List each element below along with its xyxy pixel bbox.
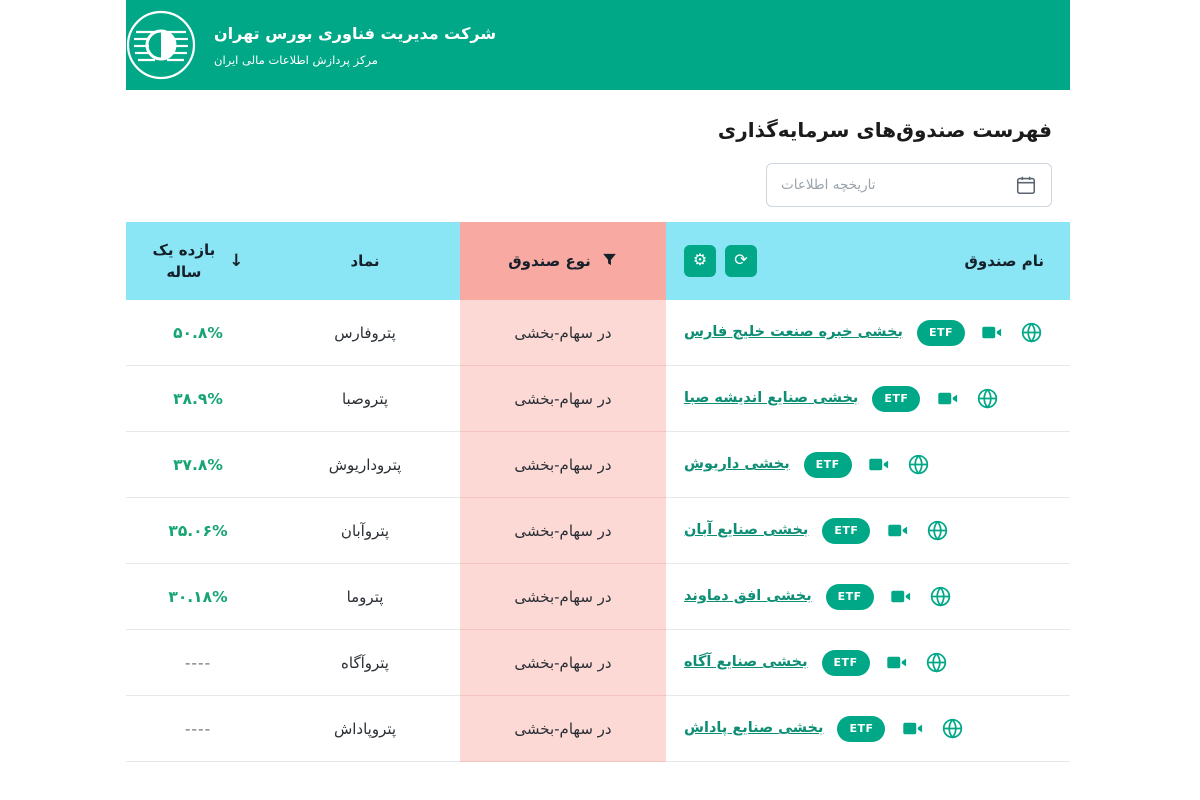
globe-icon[interactable] <box>924 518 950 544</box>
cell-fund-name <box>666 696 1070 762</box>
globe-icon[interactable] <box>928 584 954 610</box>
video-icon[interactable] <box>884 518 910 544</box>
header-subtitle: مرکز پردازش اطلاعات مالی ایران <box>214 52 378 67</box>
date-history-placeholder: تاریخچه اطلاعات <box>781 177 876 193</box>
cell-symbol: پتروآبان <box>270 498 460 564</box>
table-body <box>126 300 1070 762</box>
site-header <box>126 0 1070 90</box>
fund-name-link[interactable]: بخشی صنایع آگاه <box>684 653 808 670</box>
column-header-return[interactable] <box>126 222 270 300</box>
cell-return: ۳۰.۱۸% <box>126 564 270 630</box>
table-row <box>126 366 1070 432</box>
cell-fund-name <box>666 498 1070 564</box>
video-icon[interactable] <box>866 452 892 478</box>
globe-icon[interactable] <box>924 650 950 676</box>
cell-fund-type: در سهام-بخشی <box>460 696 666 762</box>
column-header-symbol[interactable] <box>270 222 460 300</box>
fund-name-link[interactable]: بخشی صنایع پاداش <box>684 719 824 736</box>
cell-fund-name <box>666 564 1070 630</box>
filter-icon[interactable] <box>601 251 618 272</box>
cell-symbol: پتروآگاه <box>270 630 460 696</box>
table-row <box>126 498 1070 564</box>
fund-name-link[interactable]: بخشی صنایع آبان <box>684 521 809 538</box>
globe-icon[interactable] <box>1019 320 1045 346</box>
etf-badge: ETF <box>917 320 965 346</box>
table-row <box>126 630 1070 696</box>
cell-fund-name <box>666 300 1070 366</box>
cell-fund-name <box>666 630 1070 696</box>
cell-fund-name <box>666 432 1070 498</box>
cell-return: ۳۸.۹% <box>126 366 270 432</box>
table-row <box>126 432 1070 498</box>
globe-icon[interactable] <box>939 716 965 742</box>
column-header-type[interactable] <box>460 222 666 300</box>
calendar-icon <box>1015 174 1037 196</box>
cell-return: ۳۷.۸% <box>126 432 270 498</box>
sort-desc-icon[interactable]: ↓ <box>229 251 244 271</box>
video-icon[interactable] <box>899 716 925 742</box>
video-icon[interactable] <box>979 320 1005 346</box>
cell-return: ---- <box>126 630 270 696</box>
fund-name-link[interactable]: بخشی افق دماوند <box>684 587 812 604</box>
date-history-input[interactable] <box>766 163 1052 207</box>
column-header-symbol-label: نماد <box>350 252 380 270</box>
table-row <box>126 300 1070 366</box>
etf-badge: ETF <box>837 716 885 742</box>
etf-badge: ETF <box>826 584 874 610</box>
etf-badge: ETF <box>804 452 852 478</box>
etf-badge: ETF <box>822 650 870 676</box>
funds-table <box>126 222 1070 762</box>
video-icon[interactable] <box>888 584 914 610</box>
cell-fund-type: در سهام-بخشی <box>460 366 666 432</box>
globe-icon[interactable] <box>974 386 1000 412</box>
cell-symbol: پتروپاداش <box>270 696 460 762</box>
table-row <box>126 564 1070 630</box>
cell-fund-type: در سهام-بخشی <box>460 300 666 366</box>
refresh-icon[interactable]: ⟳ <box>725 245 757 277</box>
column-header-type-label: نوع صندوق <box>508 252 591 270</box>
cell-fund-type: در سهام-بخشی <box>460 564 666 630</box>
column-header-return-label <box>153 239 216 284</box>
tsetmc-logo-icon <box>126 10 196 80</box>
video-icon[interactable] <box>934 386 960 412</box>
header-title: شرکت مدیریت فناوری بورس تهران <box>214 23 497 43</box>
table-header <box>126 222 1070 300</box>
column-header-name <box>666 222 1070 300</box>
etf-badge: ETF <box>822 518 870 544</box>
globe-icon[interactable] <box>906 452 932 478</box>
cell-fund-type: در سهام-بخشی <box>460 432 666 498</box>
cell-symbol: پتروفارس <box>270 300 460 366</box>
cell-fund-name <box>666 366 1070 432</box>
video-icon[interactable] <box>884 650 910 676</box>
fund-name-link[interactable]: بخشی صنایع اندیشه صبا <box>684 389 859 406</box>
gear-icon[interactable]: ⚙ <box>684 245 716 277</box>
cell-return: ۵۰.۸% <box>126 300 270 366</box>
cell-fund-type: در سهام-بخشی <box>460 630 666 696</box>
cell-symbol: پتروداریوش <box>270 432 460 498</box>
cell-return: ۳۵.۰۶% <box>126 498 270 564</box>
page-title: فهرست صندوق‌های سرمایه‌گذاری <box>717 118 1052 142</box>
column-header-return-line2: ساله <box>166 263 202 281</box>
column-header-return-line1: بازده یک <box>152 240 216 259</box>
column-header-name-label: نام صندوق <box>964 252 1044 270</box>
table-header-actions <box>684 245 757 277</box>
cell-fund-type: در سهام-بخشی <box>460 498 666 564</box>
cell-return: ---- <box>126 696 270 762</box>
fund-name-link[interactable]: بخشی داریوش <box>684 455 790 472</box>
cell-symbol: پتروما <box>270 564 460 630</box>
cell-symbol: پتروصبا <box>270 366 460 432</box>
table-row <box>126 696 1070 762</box>
etf-badge: ETF <box>872 386 920 412</box>
fund-name-link[interactable]: بخشی خبره صنعت خلیج فارس <box>684 323 903 340</box>
funds-table-container <box>126 222 1070 800</box>
header-text-block <box>214 24 496 67</box>
